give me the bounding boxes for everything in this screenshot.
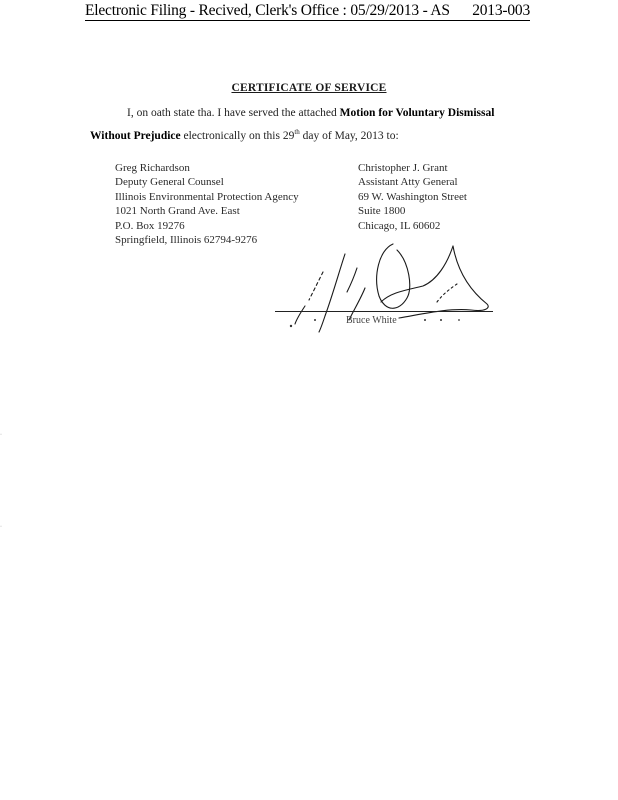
statement-text: I, on oath state tha. I have served the attached: [127, 107, 340, 119]
signature-line: [275, 311, 493, 312]
recipient-title: Assistant Atty General: [358, 176, 458, 189]
scan-speck: ·: [0, 432, 2, 438]
filing-case-number: 2013-003: [472, 2, 530, 19]
signer-name: Bruce White: [346, 315, 397, 326]
recipient-city: Chicago, IL 60602: [358, 219, 441, 232]
statement-date-text: electronically on this 29: [180, 130, 295, 142]
motion-title-part-2: Without Prejudice: [90, 130, 181, 142]
certificate-title: CERTIFICATE OF SERVICE: [231, 82, 387, 94]
statement-line-1: [127, 107, 494, 119]
statement-line-2: [90, 128, 399, 142]
filing-stamp-text: Electronic Filing - Recived, Clerk's Office : 05/29/2013 - AS: [85, 2, 450, 19]
recipient-name: Christopher J. Grant: [358, 162, 448, 174]
recipient-address-block: [115, 161, 299, 247]
recipient-street: 69 W. Washington Street: [358, 190, 467, 203]
recipient-po-box: P.O. Box 19276: [115, 219, 185, 232]
recipient-organization: Illinois Environmental Protection Agency: [115, 190, 299, 203]
recipient-name: Greg Richardson: [115, 162, 190, 174]
scan-speck: ·: [0, 524, 2, 530]
recipient-city: Springfield, Illinois 62794-9276: [115, 234, 258, 247]
recipient-street: 1021 North Grand Ave. East: [115, 205, 240, 218]
date-suffix: th: [294, 128, 300, 136]
recipient-address-block: [358, 161, 467, 233]
recipient-suite: Suite 1800: [358, 205, 406, 218]
motion-title-part-1: Motion for Voluntary Dismissal: [339, 107, 495, 119]
statement-date-end: day of May, 2013 to:: [299, 130, 399, 142]
recipient-title: Deputy General Counsel: [115, 176, 224, 189]
electronic-filing-stamp: [85, 2, 530, 21]
